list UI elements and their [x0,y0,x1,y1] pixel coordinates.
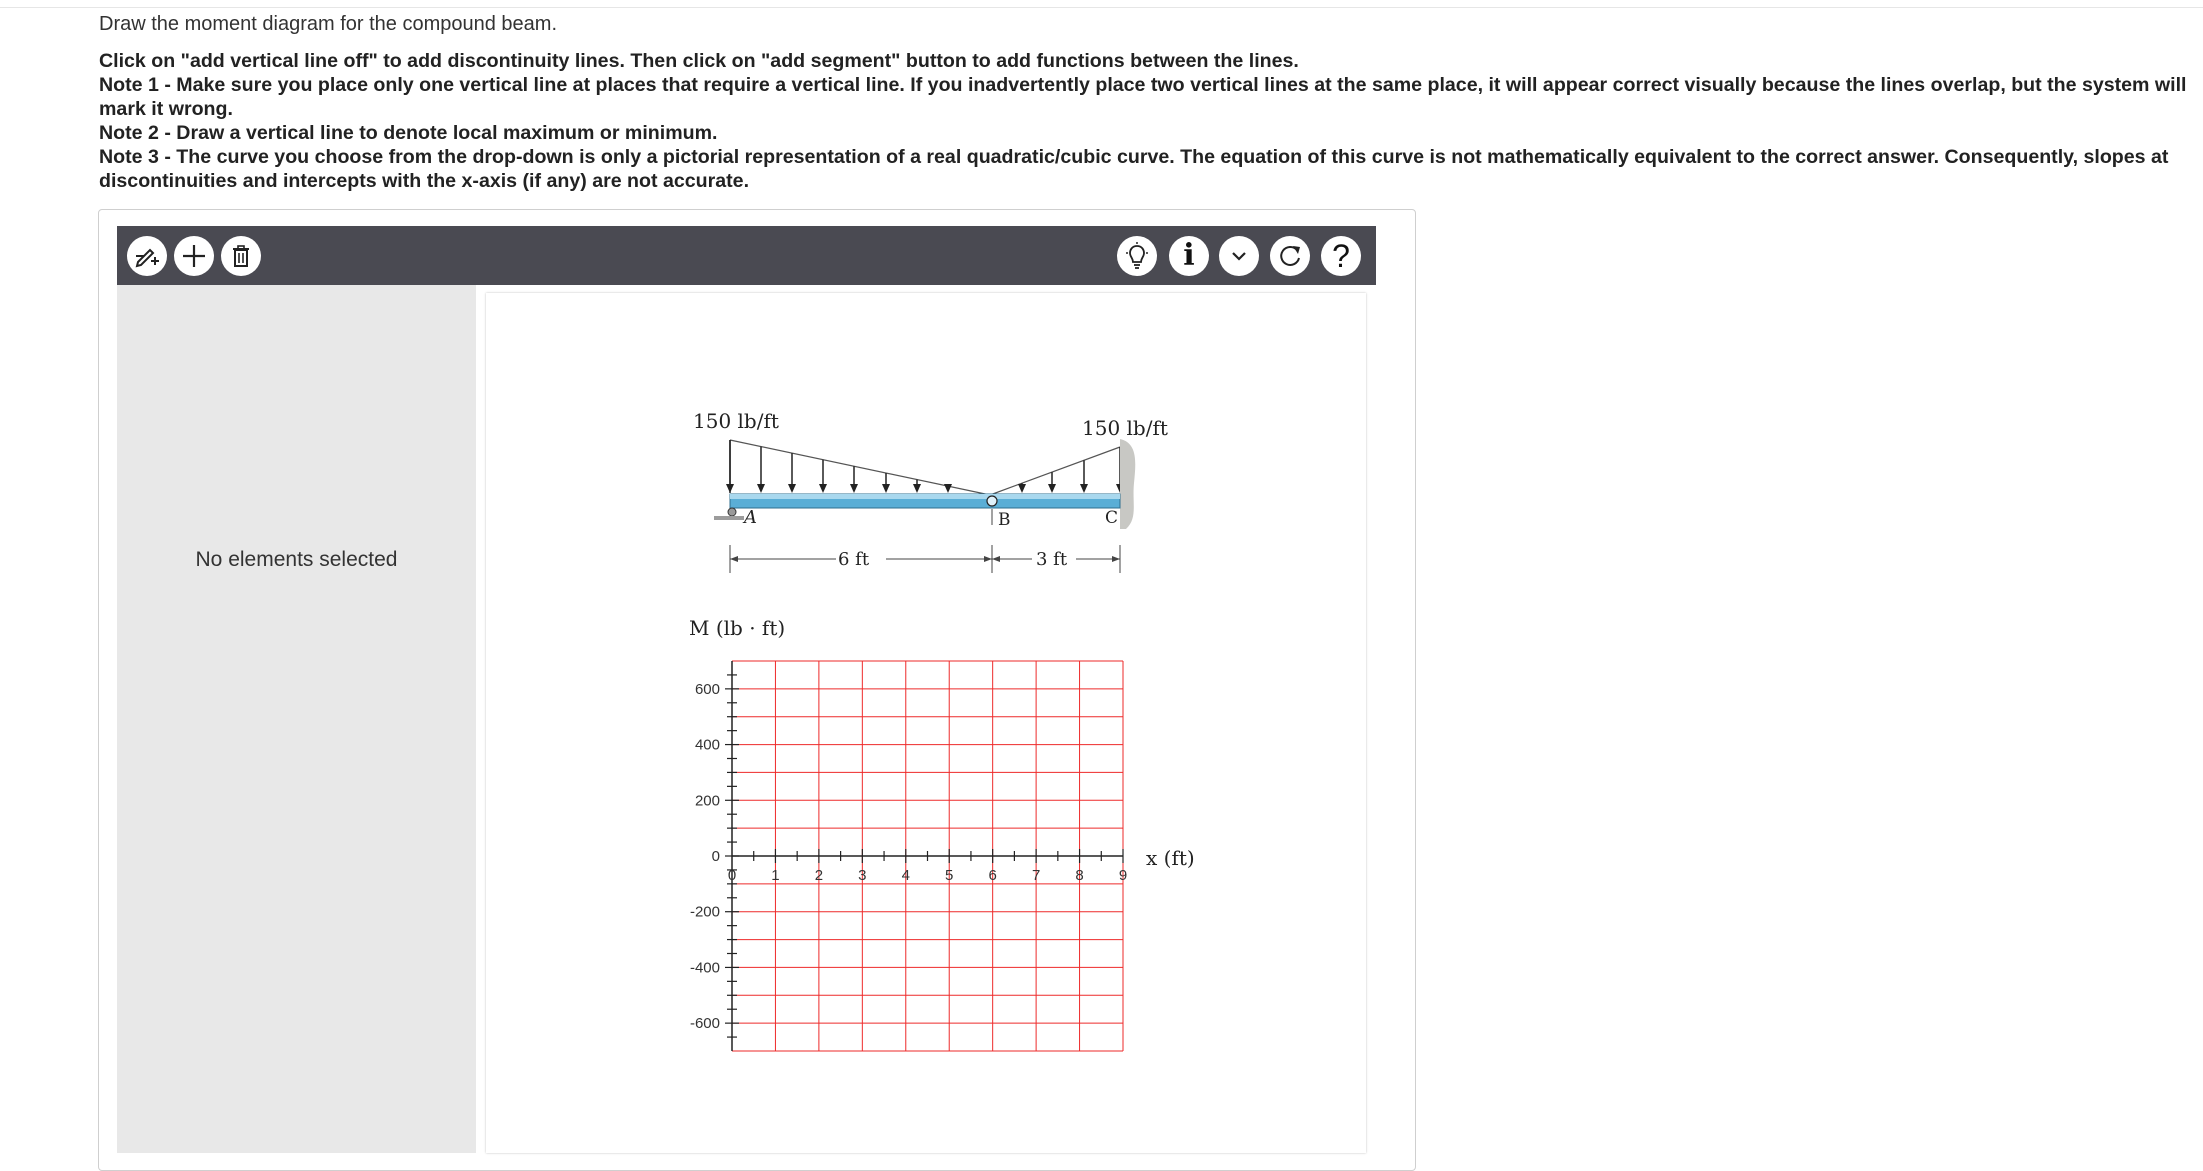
more-dropdown-button[interactable] [1219,236,1259,276]
dim-arrow [730,556,738,562]
load-arrowhead [850,484,858,493]
x-tick-label: 0 [727,867,737,884]
load-left-label: 150 lb/ft [693,409,779,433]
toolbar [117,226,1376,285]
y-tick-label: -400 [689,959,720,977]
delete-button[interactable] [221,236,261,276]
y-tick-label: 200 [694,792,720,810]
info-icon: i [1183,238,1195,273]
load-arrowhead [1018,484,1026,493]
pencil-plus-icon [133,242,161,270]
drawing-canvas[interactable] [486,293,1366,1153]
load-arrowhead [788,484,796,493]
help-button[interactable] [1321,236,1361,276]
instruction-note-2: Note 2 - Draw a vertical line to denote local maximum or minimum. [99,122,718,144]
add-segment-button[interactable] [174,236,214,276]
load-arrowhead [913,484,921,493]
top-divider [0,7,2203,8]
load-arrowhead [944,484,952,493]
dim-arrow [992,556,1000,562]
y-tick-label: 600 [694,680,720,698]
reset-button[interactable] [1270,236,1310,276]
x-tick-label: 7 [1031,867,1041,884]
span-bc-label: 3 ft [1036,549,1068,570]
load-arrowhead [1080,484,1088,493]
load-arrowhead [819,484,827,493]
dim-arrow [1112,556,1120,562]
load-arrowhead [726,484,734,493]
load-right-label: 150 lb/ft [1082,416,1168,440]
load-right-outline [990,447,1120,495]
beam-figure [693,409,1168,573]
add-vertical-line-button[interactable] [127,236,167,276]
lightbulb-icon [1122,241,1152,271]
hinge-b [987,496,997,506]
point-c-label: C [1105,508,1119,528]
load-arrowhead [1048,484,1056,493]
dim-arrow [984,556,992,562]
load-arrowhead [757,484,765,493]
point-b-label: B [998,510,1011,530]
y-tick-label: 400 [694,736,720,754]
trash-icon [227,242,255,270]
x-tick-label: 1 [771,867,780,884]
instruction-note-1: Note 1 - Make sure you place only one vertical line at places that require a vertical line. If you inadvertently place two vertical lines at the same place, it will appear correct visually because the lines overlap, but the system will mark it wrong. [99,74,2187,120]
load-left-outline [730,440,990,495]
span-ab-label: 6 ft [838,549,870,570]
load-arrows [726,440,1124,493]
problem-intro: Draw the moment diagram for the compound beam. [99,13,557,35]
fixed-wall [1120,439,1135,529]
roller-support [728,508,736,516]
redo-icon [1275,241,1305,271]
load-arrowhead [882,484,890,493]
point-a-label: A [744,507,757,528]
x-tick-label: 6 [988,867,997,884]
x-tick-label: 8 [1075,867,1084,884]
y-axis-label: M (lb · ft) [689,616,786,640]
moment-chart[interactable] [689,616,1195,1051]
instructions [99,49,2189,193]
instruction-line: Click on "add vertical line off" to add discontinuity lines. Then click on "add segment" button to add functions between the lines. [99,50,1299,72]
info-button[interactable] [1169,236,1209,276]
axes [725,661,1123,1051]
question-mark-icon: ? [1332,238,1350,274]
x-tick-label: 9 [1118,867,1128,884]
x-tick-label: 2 [814,867,824,884]
no-selection-message: No elements selected [195,548,398,571]
y-tick-label: -200 [689,903,720,921]
support-ground [714,516,744,520]
beam-highlight [730,494,1120,499]
x-tick-label: 5 [945,867,954,884]
chevron-down-icon [1227,244,1251,268]
y-tick-label: 0 [711,848,720,865]
y-tick-label: -600 [689,1015,720,1033]
properties-sidebar [117,285,476,1153]
hint-button[interactable] [1117,236,1157,276]
plus-icon [180,242,208,270]
canvas-figure [486,293,1366,1153]
instruction-note-3: Note 3 - The curve you choose from the drop-down is only a pictorial representation of a real quadratic/cubic curve. The equation of this curve is not mathematically equivalent to the correct answer. Consequently, slopes at discontinuities and intercepts with the x-axis (if any) are not accurate. [99,146,2169,192]
x-tick-label: 4 [901,867,910,884]
x-axis-label: x (ft) [1146,846,1195,870]
x-tick-label: 3 [858,867,867,884]
